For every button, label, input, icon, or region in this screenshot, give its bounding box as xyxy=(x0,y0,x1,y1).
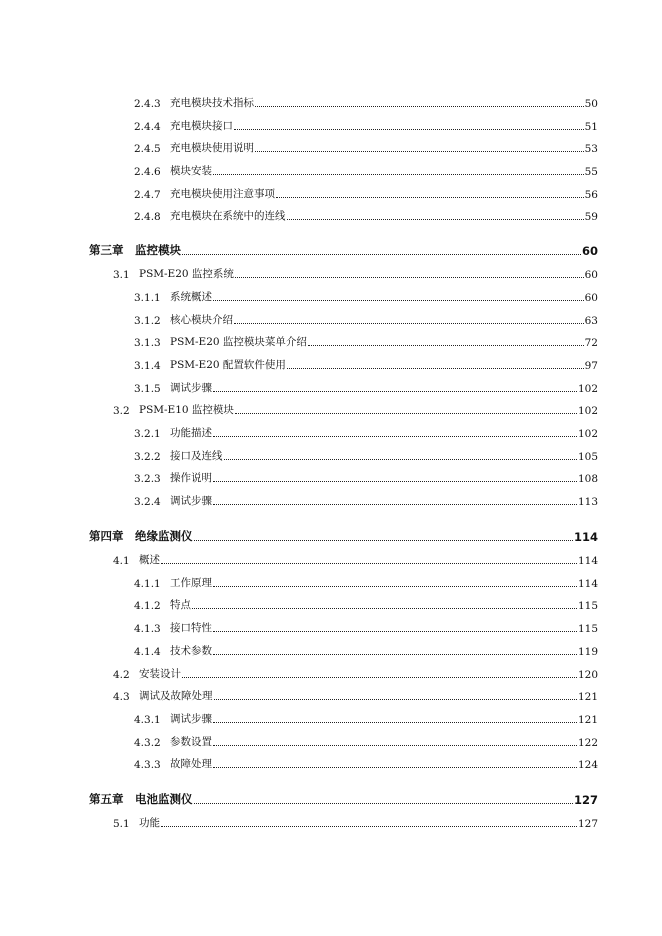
toc-leader xyxy=(213,300,584,301)
toc-leader xyxy=(255,106,584,107)
toc-leader xyxy=(213,722,577,723)
toc-entry-3-1[interactable] xyxy=(113,265,598,281)
toc-entry-3-1-3[interactable] xyxy=(134,333,598,349)
toc-page: 102 xyxy=(577,383,598,395)
toc-number: 5.1 xyxy=(113,818,130,830)
toc-number: 3.2.2 xyxy=(134,451,161,463)
toc-number: 4.3.1 xyxy=(134,714,161,726)
toc-entry-3-1-1[interactable] xyxy=(134,288,598,304)
toc-page: 60 xyxy=(584,269,598,281)
toc-leader xyxy=(276,197,584,198)
toc-page: 60 xyxy=(584,292,598,304)
toc-number: 4.3.2 xyxy=(134,737,161,749)
toc-page: 102 xyxy=(577,405,598,417)
toc-title: 绝缘监测仪 xyxy=(135,529,193,543)
toc-page: 105 xyxy=(577,451,598,463)
toc-number: 4.1.4 xyxy=(134,646,161,658)
toc-title: 工作原理 xyxy=(170,577,212,589)
toc-leader xyxy=(235,413,577,414)
toc-title: 概述 xyxy=(139,554,160,566)
toc-page: 59 xyxy=(584,211,598,223)
toc-title: PSM-E10 监控模块 xyxy=(139,404,234,416)
toc-entry-4-3-2[interactable] xyxy=(134,733,598,749)
toc-title: 故障处理 xyxy=(170,758,212,770)
toc-chapter-3[interactable] xyxy=(89,242,598,258)
toc-leader xyxy=(192,608,577,609)
toc-number: 3.2.4 xyxy=(134,496,161,508)
toc-entry-2-4-3[interactable] xyxy=(134,94,598,110)
toc-number: 3.2.1 xyxy=(134,428,161,440)
toc-leader xyxy=(213,436,577,437)
toc-page: 119 xyxy=(577,646,598,658)
toc-page: 108 xyxy=(577,473,598,485)
toc-number: 4.2 xyxy=(113,669,130,681)
toc-entry-3-2-1[interactable] xyxy=(134,424,598,440)
toc-entry-4-3-3[interactable] xyxy=(134,755,598,771)
toc-title: 接口及连线 xyxy=(170,450,223,462)
toc-leader xyxy=(213,391,577,392)
toc-entry-2-4-6[interactable] xyxy=(134,162,598,178)
toc-page: 114 xyxy=(577,578,598,590)
toc-leader xyxy=(287,219,584,220)
toc-entry-4-1-2[interactable] xyxy=(134,596,598,612)
toc-entry-4-1[interactable] xyxy=(113,551,598,567)
toc-number: 2.4.6 xyxy=(134,166,161,178)
toc-leader xyxy=(213,504,577,505)
toc-number: 3.1.4 xyxy=(134,360,161,372)
toc-leader xyxy=(213,631,577,632)
toc-page: 102 xyxy=(577,428,598,440)
toc-entry-4-3-1[interactable] xyxy=(134,710,598,726)
toc-page: 114 xyxy=(573,530,598,544)
toc-leader xyxy=(213,174,584,175)
toc-chapter-number: 第五章 xyxy=(89,792,124,806)
toc-entry-2-4-8[interactable] xyxy=(134,207,598,223)
toc-leader xyxy=(213,481,577,482)
toc-page: 121 xyxy=(577,714,598,726)
toc-chapter-number: 第四章 xyxy=(89,529,124,543)
toc-leader xyxy=(194,540,573,541)
toc-number: 3.1.2 xyxy=(134,315,161,327)
toc-leader xyxy=(194,803,573,804)
toc-title: 核心模块介绍 xyxy=(170,314,233,326)
toc-entry-4-3[interactable] xyxy=(113,687,598,703)
toc-page: 50 xyxy=(584,98,598,110)
toc-entry-2-4-7[interactable] xyxy=(134,185,598,201)
toc-leader xyxy=(182,677,577,678)
toc-leader xyxy=(213,767,577,768)
toc-title: 调试步骤 xyxy=(170,713,212,725)
toc-leader xyxy=(234,129,584,130)
toc-page: 115 xyxy=(577,623,598,635)
toc-entry-4-1-1[interactable] xyxy=(134,574,598,590)
toc-title: 充电模块接口 xyxy=(170,120,233,132)
toc-number: 2.4.4 xyxy=(134,121,161,133)
toc-title: 操作说明 xyxy=(170,472,212,484)
toc-entry-5-1[interactable] xyxy=(113,814,598,830)
toc-title: 模块安装 xyxy=(170,165,212,177)
toc-number: 3.1.5 xyxy=(134,383,161,395)
toc-title: 充电模块技术指标 xyxy=(170,97,254,109)
toc-title: 参数设置 xyxy=(170,736,212,748)
toc-title: 接口特性 xyxy=(170,622,212,634)
toc-leader xyxy=(182,254,581,255)
toc-number: 3.2.3 xyxy=(134,473,161,485)
toc-leader xyxy=(213,586,577,587)
toc-chapter-number: 第三章 xyxy=(89,243,124,257)
toc-page: 120 xyxy=(577,669,598,681)
toc-entry-2-4-5[interactable] xyxy=(134,139,598,155)
toc-entry-3-2-2[interactable] xyxy=(134,447,598,463)
toc-number: 4.1.1 xyxy=(134,578,161,590)
toc-chapter-4[interactable] xyxy=(89,528,598,544)
toc-title: 充电模块使用注意事项 xyxy=(170,188,275,200)
toc-title: 安装设计 xyxy=(139,668,181,680)
toc-entry-3-1-2[interactable] xyxy=(134,311,598,327)
toc-page: 124 xyxy=(577,759,598,771)
toc-leader xyxy=(287,368,584,369)
toc-entry-3-1-5[interactable] xyxy=(134,379,598,395)
toc-page: 122 xyxy=(577,737,598,749)
toc-entry-3-2-4[interactable] xyxy=(134,492,598,508)
toc-title: 特点 xyxy=(170,599,191,611)
toc-title: PSM-E20 监控系统 xyxy=(139,268,234,280)
toc-number: 4.1.2 xyxy=(134,600,161,612)
toc-title: 充电模块使用说明 xyxy=(170,142,254,154)
toc-number: 2.4.8 xyxy=(134,211,161,223)
toc-leader xyxy=(308,345,584,346)
toc-title: 调试步骤 xyxy=(170,382,212,394)
toc-number: 4.1 xyxy=(113,555,130,567)
toc-entry-3-2-3[interactable] xyxy=(134,469,598,485)
toc-page: 60 xyxy=(581,244,598,258)
toc-page: 51 xyxy=(584,121,598,133)
toc-number: 4.1.3 xyxy=(134,623,161,635)
toc-number: 3.1.3 xyxy=(134,337,161,349)
toc-page: 115 xyxy=(577,600,598,612)
toc-number: 3.1 xyxy=(113,269,130,281)
toc-leader xyxy=(255,151,584,152)
toc-page: 56 xyxy=(584,189,598,201)
toc-leader xyxy=(224,459,577,460)
toc-number: 2.4.7 xyxy=(134,189,161,201)
toc-number: 2.4.5 xyxy=(134,143,161,155)
toc-title: 功能 xyxy=(139,817,160,829)
toc-leader xyxy=(161,826,577,827)
toc-title: 监控模块 xyxy=(135,243,181,257)
toc-entry-4-1-3[interactable] xyxy=(134,619,598,635)
toc-page: 113 xyxy=(577,496,598,508)
toc-number: 3.2 xyxy=(113,405,130,417)
toc-leader xyxy=(161,563,577,564)
toc-entry-2-4-4[interactable] xyxy=(134,117,598,133)
toc-title: PSM-E20 配置软件使用 xyxy=(170,359,286,371)
toc-title: 充电模块在系统中的连线 xyxy=(170,210,286,222)
toc-page: 55 xyxy=(584,166,598,178)
toc-leader xyxy=(234,323,584,324)
toc-number: 4.3.3 xyxy=(134,759,161,771)
toc-page: 72 xyxy=(584,337,598,349)
toc-page: 63 xyxy=(584,315,598,327)
toc-title: 技术参数 xyxy=(170,645,212,657)
toc-leader xyxy=(235,277,584,278)
toc-leader xyxy=(213,654,577,655)
toc-leader xyxy=(213,745,577,746)
toc-page: 121 xyxy=(577,691,598,703)
toc-page: 127 xyxy=(577,818,598,830)
toc-page: 127 xyxy=(573,793,598,807)
toc-entry-3-2[interactable] xyxy=(113,401,598,417)
toc-chapter-5[interactable] xyxy=(89,791,598,807)
toc-page: 114 xyxy=(577,555,598,567)
toc-entry-4-1-4[interactable] xyxy=(134,642,598,658)
toc-number: 4.3 xyxy=(113,691,130,703)
toc-page: 53 xyxy=(584,143,598,155)
toc-title: 电池监测仪 xyxy=(135,792,193,806)
toc-entry-3-1-4[interactable] xyxy=(134,356,598,372)
toc-entry-4-2[interactable] xyxy=(113,665,598,681)
toc-page: 97 xyxy=(584,360,598,372)
toc-title: 系统概述 xyxy=(170,291,212,303)
toc-number: 3.1.1 xyxy=(134,292,161,304)
toc-leader xyxy=(214,699,577,700)
toc-number: 2.4.3 xyxy=(134,98,161,110)
toc-title: 功能描述 xyxy=(170,427,212,439)
toc-title: 调试步骤 xyxy=(170,495,212,507)
toc-title: 调试及故障处理 xyxy=(139,690,213,702)
toc-title: PSM-E20 监控模块菜单介绍 xyxy=(170,336,307,348)
